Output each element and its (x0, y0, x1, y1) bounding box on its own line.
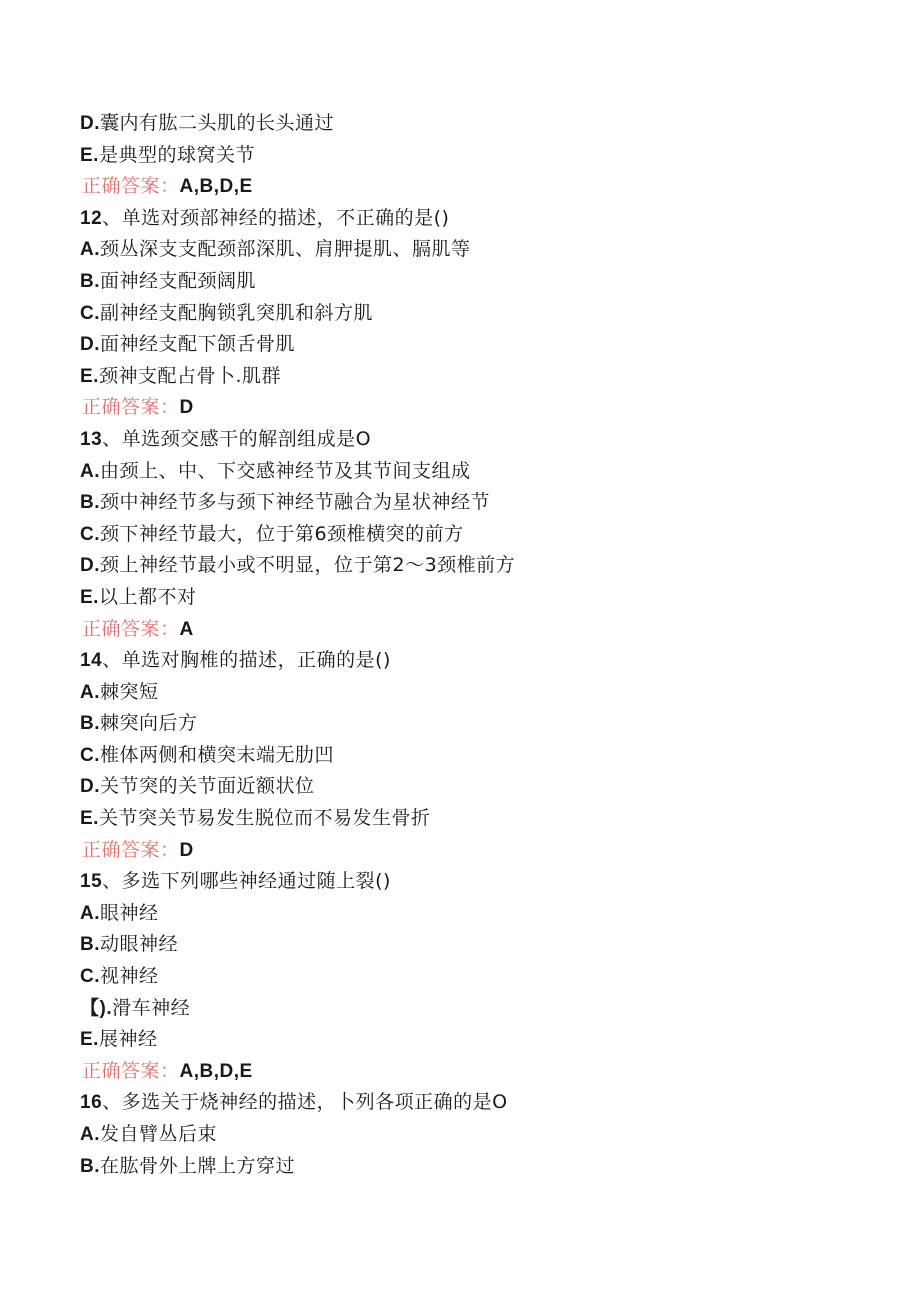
answer-option (80, 1024, 860, 1056)
option-letter: D. (80, 113, 100, 134)
question-list (80, 108, 860, 1182)
option-text: 以上都不对 (98, 585, 197, 608)
correct-answer (80, 614, 860, 646)
question-title (80, 203, 860, 235)
option-letter: D. (80, 776, 100, 798)
option-letter: E. (80, 1029, 99, 1051)
option-text: 在肱骨外上牌上方穿过 (100, 1154, 296, 1177)
option-letter: B. (80, 713, 100, 735)
answer-option (80, 582, 860, 614)
option-text: 棘突向后方 (100, 712, 198, 735)
answer-option (80, 1119, 860, 1151)
option-text: 是典型的球窝关节 (98, 143, 255, 166)
correct-answer (80, 835, 860, 867)
option-text: 由颈上、中、下交感神经节及其节间支组成 (100, 459, 471, 482)
option-letter: 【). (80, 997, 113, 1019)
option-text: 副神经支配胸锁乳突肌和斜方肌 (100, 301, 374, 324)
answer-option (80, 298, 860, 330)
answer-option (80, 898, 860, 930)
answer-option (80, 961, 860, 993)
question-title (80, 424, 860, 456)
option-letter: A. (80, 681, 100, 703)
option-letter: E. (80, 365, 99, 387)
question-title (80, 866, 860, 898)
answer-option (80, 519, 860, 551)
question-text: 、多选关于烧神经的描述，卜列各项正确的是O (102, 1091, 508, 1114)
question-number: 12 (80, 207, 103, 229)
option-letter: C. (80, 523, 100, 545)
question-text: 、单选颈交感干的解剖组成是O (102, 427, 372, 450)
question-number: 14 (80, 650, 103, 672)
option-text: 颈中神经节多与颈下神经节融合为星状神经节 (100, 491, 491, 514)
option-text: 展神经 (98, 1028, 158, 1051)
answer-value: A (179, 618, 194, 640)
option-letter: C. (80, 966, 100, 988)
option-letter: E. (80, 144, 99, 166)
answer-option (80, 266, 860, 298)
option-letter: A. (80, 902, 100, 924)
question-text: 、单选对颈部神经的描述，不正确的是() (102, 206, 450, 229)
answer-option (80, 361, 860, 393)
option-text: 颈上神经节最小或不明显，位于第2〜3颈椎前方 (100, 554, 516, 577)
answer-option (80, 140, 860, 172)
answer-label: 正确答案： (82, 396, 180, 419)
correct-answer (80, 392, 860, 424)
answer-option (80, 803, 860, 835)
question-text: 、多选下列哪些神经通过随上裂() (102, 870, 391, 893)
correct-answer (80, 1056, 860, 1088)
answer-option (80, 234, 860, 266)
question-number: 15 (80, 871, 103, 893)
answer-label: 正确答案： (82, 617, 180, 640)
answer-option (80, 1151, 860, 1183)
option-text: 关节突的关节面近额状位 (100, 775, 315, 798)
option-letter: A. (80, 239, 100, 261)
answer-label: 正确答案： (82, 838, 180, 861)
question-text: 、单选对胸椎的描述，正确的是() (102, 649, 391, 672)
option-letter: D. (80, 334, 100, 356)
answer-label: 正确答案： (82, 1059, 180, 1082)
option-text: 滑车神经 (112, 996, 191, 1019)
option-letter: D. (80, 555, 100, 577)
answer-option (80, 771, 860, 803)
option-letter: C. (80, 744, 100, 766)
option-letter: B. (80, 270, 100, 292)
question-title (80, 645, 860, 677)
answer-value: D (179, 397, 194, 419)
answer-label: 正确答案： (82, 175, 180, 198)
question-title (80, 1087, 860, 1119)
answer-value: D (179, 839, 194, 861)
answer-option (80, 329, 860, 361)
correct-answer (80, 171, 860, 203)
question-number: 13 (80, 428, 103, 450)
option-letter: E. (80, 586, 99, 608)
question-number: 16 (80, 1092, 103, 1114)
answer-value: A,B,D,E (179, 176, 253, 198)
answer-option (80, 550, 860, 582)
option-letter: E. (80, 808, 99, 830)
option-text: 发自臂丛后束 (100, 1123, 218, 1145)
answer-value: A,B,D,E (179, 1060, 253, 1082)
option-text: 囊内有肱二头肌的长头通过 (100, 112, 335, 134)
option-letter: A. (80, 460, 100, 482)
option-text: 面神经支配颈阔肌 (100, 269, 257, 292)
option-letter: C. (80, 302, 100, 324)
answer-option (80, 677, 860, 709)
option-text: 面神经支配下颌舌骨肌 (100, 333, 296, 356)
option-letter: B. (80, 492, 100, 514)
answer-option (80, 929, 860, 961)
answer-option (80, 708, 860, 740)
answer-option (80, 487, 860, 519)
option-text: 颈神支配占骨卜.肌群 (98, 364, 281, 387)
answer-option (80, 993, 860, 1025)
option-letter: B. (80, 1155, 100, 1177)
option-text: 眼神经 (100, 901, 159, 924)
option-text: 动眼神经 (100, 933, 179, 956)
option-text: 颈丛深支支配颈部深肌、肩胛提肌、膈肌等 (100, 238, 471, 261)
answer-option (80, 108, 860, 140)
answer-option (80, 456, 860, 488)
option-letter: A. (80, 1124, 100, 1145)
option-text: 颈下神经节最大，位于第6颈椎横突的前方 (100, 522, 464, 545)
option-text: 椎体两侧和横突末端无肋凹 (100, 743, 335, 766)
option-text: 视神经 (100, 965, 159, 988)
option-text: 棘突短 (100, 680, 159, 703)
answer-option (80, 740, 860, 772)
option-text: 关节突关节易发生脱位而不易发生骨折 (98, 807, 431, 830)
option-letter: B. (80, 934, 100, 956)
